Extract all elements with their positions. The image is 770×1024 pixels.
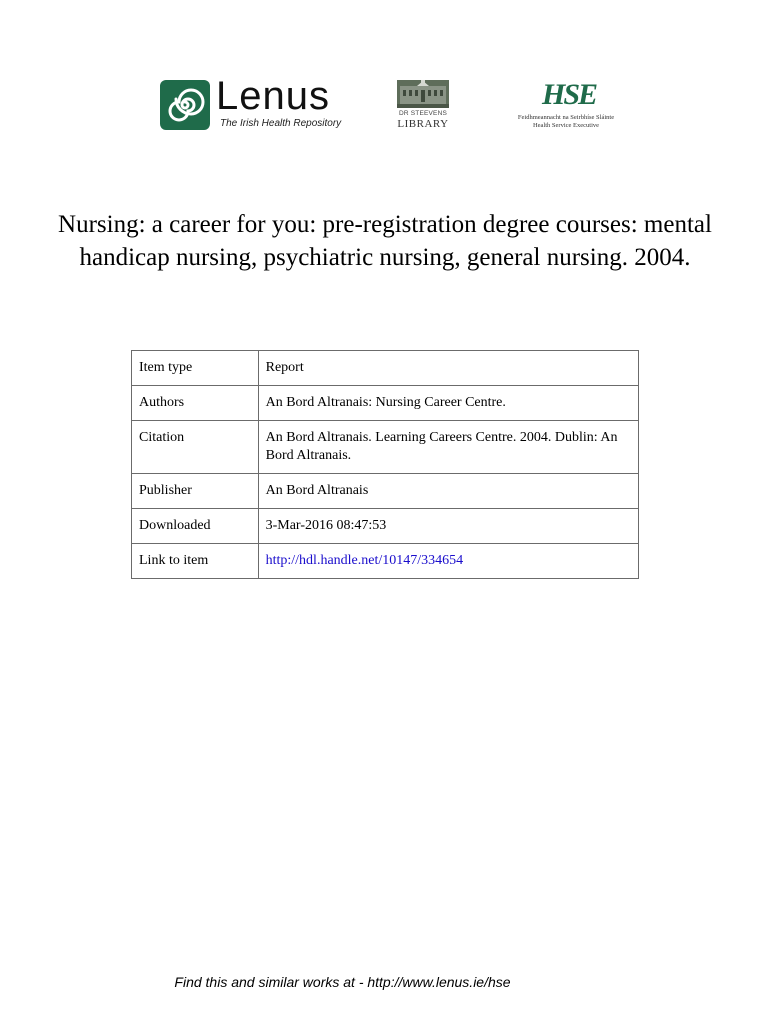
table-row	[132, 351, 639, 386]
downloaded-label: Downloaded	[132, 509, 259, 544]
publisher-label: Publisher	[132, 474, 259, 509]
authors-value: An Bord Altranais: Nursing Career Centre.	[258, 386, 638, 421]
item-link[interactable]: http://hdl.handle.net/10147/334654	[265, 553, 464, 568]
footer-text: Find this and similar works at - http://www.lenus.ie/hse	[174, 974, 511, 990]
spiral-icon	[160, 80, 210, 130]
hse-name-english: Health Service Executive	[532, 122, 600, 129]
hse-mark: HSE	[542, 78, 597, 111]
authors-label: Authors	[132, 386, 259, 421]
table-row	[132, 386, 639, 421]
logo-row	[0, 76, 770, 136]
building-icon	[397, 80, 449, 108]
library-name-line2: LIBRARY	[397, 118, 449, 130]
metadata-table	[131, 350, 639, 579]
link-to-item-cell	[258, 544, 638, 579]
link-to-item-label: Link to item	[132, 544, 259, 579]
table-row	[132, 421, 639, 474]
document-title: Nursing: a career for you: pre-registration degree courses: mental handicap nursing, psychiatric nursing, general nursing. 2004.	[58, 211, 712, 271]
lenus-tagline: The Irish Health Repository	[220, 118, 342, 129]
citation-value: An Bord Altranais. Learning Careers Centre. 2004. Dublin: An Bord Altranais.	[258, 421, 638, 474]
table-row	[132, 474, 639, 509]
library-name-line1: DR STEEVENS	[398, 110, 448, 117]
hse-logo	[516, 78, 616, 134]
item-type-label: Item type	[132, 351, 259, 386]
library-logo	[395, 80, 451, 132]
lenus-wordmark: Lenus	[216, 74, 330, 118]
lenus-logo	[160, 74, 342, 132]
table-row	[132, 544, 639, 579]
downloaded-value: 3-Mar-2016 08:47:53	[258, 509, 638, 544]
publisher-value: An Bord Altranais	[258, 474, 638, 509]
hse-name-irish: Feidhmeannacht na Seirbhíse Sláinte	[517, 114, 615, 121]
item-type-value: Report	[258, 351, 638, 386]
table-row	[132, 509, 639, 544]
citation-label: Citation	[132, 421, 259, 474]
